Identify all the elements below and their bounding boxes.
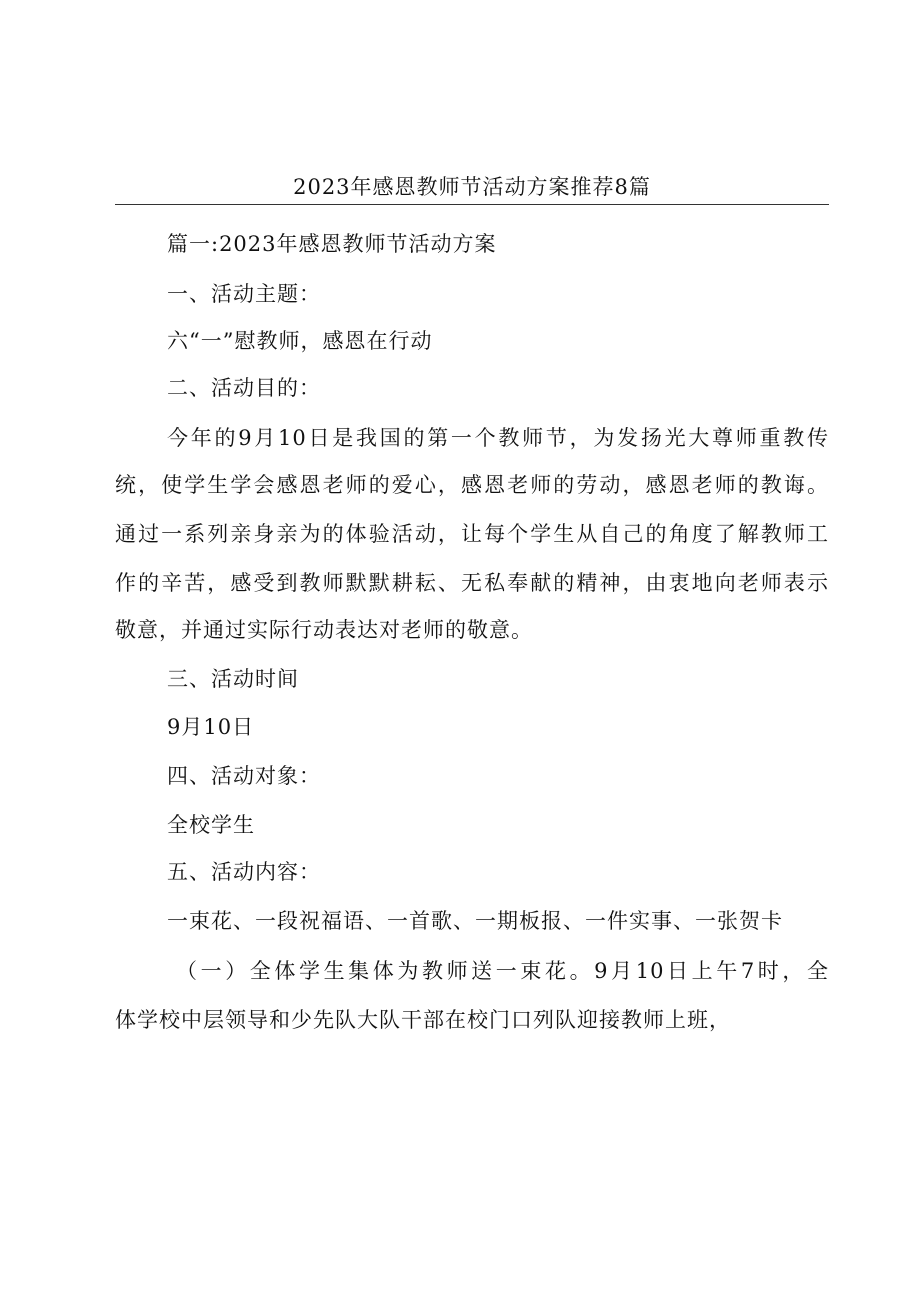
- heading-activity-purpose: 二、活动目的：: [167, 376, 321, 400]
- content-item-one-line-1: （一）全体学生集体为教师送一束花。9月10日上午7时，全: [176, 959, 829, 983]
- activity-audience-text: 全校学生: [167, 813, 255, 837]
- purpose-paragraph-line-4: 作的辛苦，感受到教师默默耕耘、无私奉献的精神，由衷地向老师表示: [115, 571, 829, 595]
- title-underline: [115, 204, 829, 205]
- section-heading-part-one: 篇一:2023年感恩教师节活动方案: [167, 232, 497, 256]
- activity-theme-text: 六“一”慰教师，感恩在行动: [167, 329, 433, 353]
- content-item-one-line-2: 体学校中层领导和少先队大队干部在校门口列队迎接教师上班，: [115, 1008, 731, 1032]
- purpose-paragraph-line-2: 统，使学生学会感恩老师的爱心，感恩老师的劳动，感恩老师的教诲。: [115, 473, 829, 497]
- heading-activity-content: 五、活动内容：: [167, 860, 321, 884]
- document-title: 2023年感恩教师节活动方案推荐8篇: [293, 175, 651, 199]
- purpose-paragraph-line-1: 今年的9月10日是我国的第一个教师节，为发扬光大尊师重教传: [167, 426, 829, 450]
- purpose-paragraph-line-5: 敬意，并通过实际行动表达对老师的敬意。: [115, 618, 533, 642]
- purpose-paragraph-line-3: 通过一系列亲身亲为的体验活动，让每个学生从自己的角度了解教师工: [115, 522, 829, 546]
- heading-activity-theme: 一、活动主题：: [167, 282, 321, 306]
- activity-time-text: 9月10日: [167, 715, 255, 739]
- heading-activity-audience: 四、活动对象：: [167, 764, 321, 788]
- activity-content-list: 一束花、一段祝福语、一首歌、一期板报、一件实事、一张贺卡: [167, 909, 783, 933]
- heading-activity-time: 三、活动时间: [167, 667, 299, 691]
